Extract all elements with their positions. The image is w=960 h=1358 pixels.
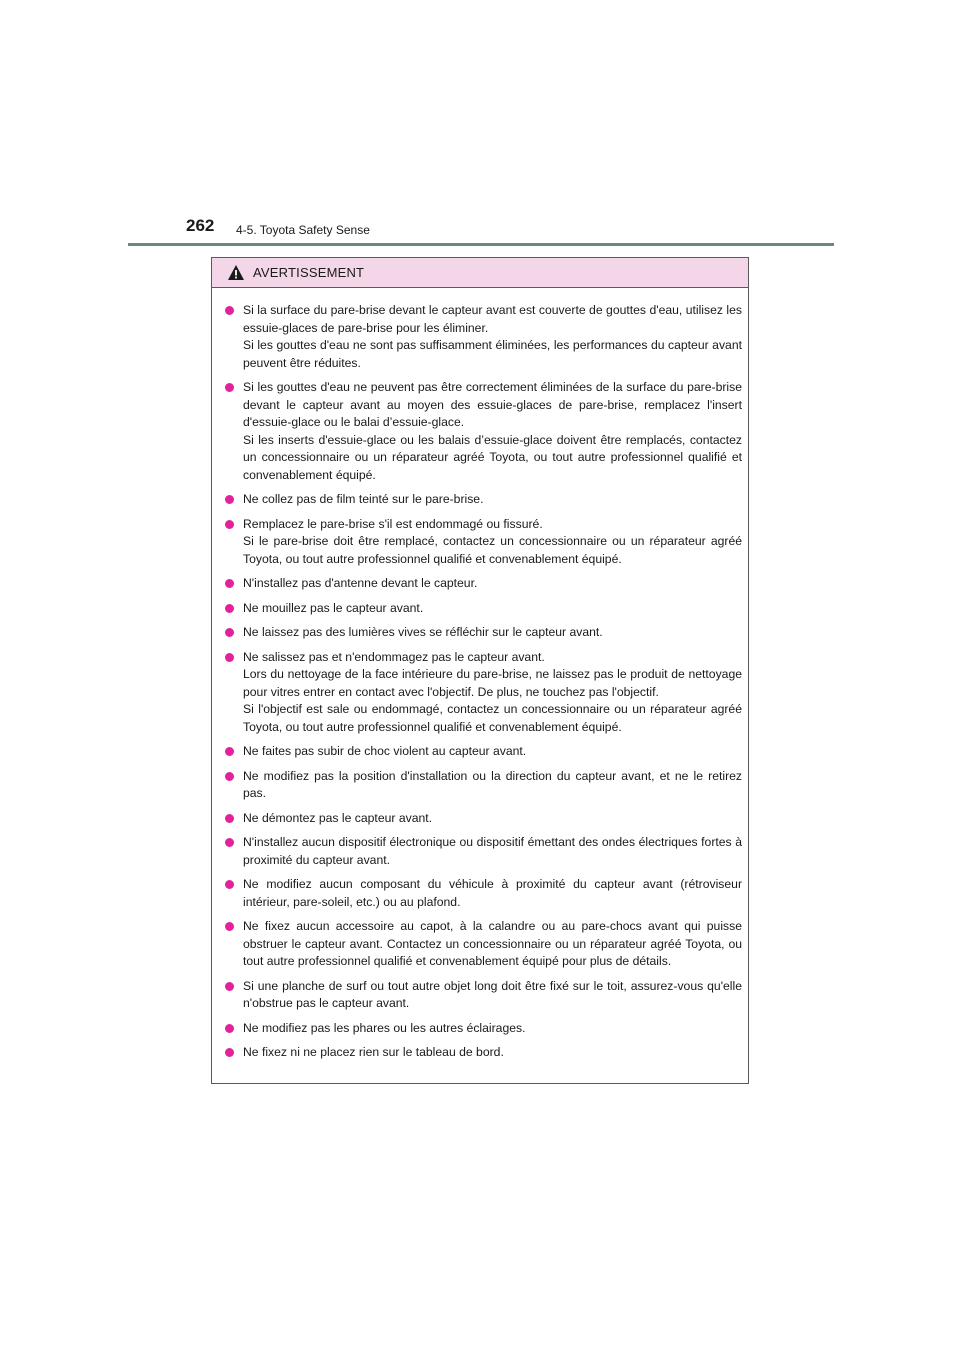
warning-item <box>225 978 742 1013</box>
warning-item-line: Ne modifiez pas les phares ou les autres éclairages. <box>243 1020 526 1035</box>
warning-item-line: Si une planche de surf ou tout autre objet long doit être fixé sur le toit, assurez-vous qu'elle n'obstrue pas le capteur avant. <box>243 978 742 1010</box>
warning-item-text <box>243 491 742 509</box>
warning-item-line: Ne fixez ni ne placez rien sur le tableau de bord. <box>243 1045 504 1059</box>
warning-item-line: Si le pare-brise doit être remplacé, contactez un concessionnaire ou un réparateur agréé Toyota, ou tout autre professionnel qualifié et convenablement équipé. <box>243 534 742 566</box>
warning-item-text <box>243 1044 742 1062</box>
bullet-icon <box>225 579 234 588</box>
bullet-icon <box>225 880 234 889</box>
warning-item-line: Remplacez le pare-brise s'il est endommagé ou fissuré. <box>243 516 543 531</box>
bullet-icon <box>225 306 234 315</box>
warning-item-line: N'installez pas d'antenne devant le capteur. <box>243 576 478 590</box>
warning-item <box>225 1044 742 1062</box>
warning-item-text <box>243 302 742 372</box>
warning-item-text <box>243 575 742 593</box>
warning-item <box>225 834 742 869</box>
warning-item-line: Ne modifiez pas la position d'installation ou la direction du capteur avant, et ne le retirez pas. <box>243 768 742 800</box>
warning-item <box>225 810 742 828</box>
warning-item-text <box>243 624 742 642</box>
bullet-icon <box>225 653 234 662</box>
warning-item-line: Ne collez pas de film teinté sur le pare-brise. <box>243 492 484 506</box>
warning-item-line: Lors du nettoyage de la face intérieure du pare-brise, ne laissez pas le produit de nettoyage pour vitres entrer en contact avec l'objectif. De plus, ne touchez pas l'objectif. <box>243 667 742 699</box>
bullet-icon <box>225 1048 234 1057</box>
warning-item-line: Ne salissez pas et n'endommagez pas le capteur avant. <box>243 649 545 664</box>
warning-item-text <box>243 600 742 618</box>
warning-item-text <box>243 516 742 569</box>
warning-item-text <box>243 768 742 803</box>
warning-item <box>225 516 742 569</box>
warning-item-text <box>243 810 742 828</box>
warning-item <box>225 379 742 484</box>
warning-item-text <box>243 834 742 869</box>
warning-item <box>225 302 742 372</box>
warning-item <box>225 918 742 971</box>
warning-box <box>211 257 749 1084</box>
warning-item-text <box>243 649 742 737</box>
bullet-icon <box>225 747 234 756</box>
bullet-icon <box>225 772 234 781</box>
warning-item <box>225 743 742 761</box>
warning-item-text <box>243 978 742 1013</box>
bullet-icon <box>225 982 234 991</box>
warning-triangle-icon <box>227 264 245 281</box>
bullet-icon <box>225 814 234 823</box>
warning-item <box>225 600 742 618</box>
warning-item-line: Ne fixez aucun accessoire au capot, à la calandre ou au pare-chocs avant qui puisse obstruer le capteur avant. Contactez un concessionnaire ou un réparateur agréé Toyota, ou tout autre professionnel qualifié et convenablement équipé pour plus de détails. <box>243 919 742 968</box>
bullet-icon <box>225 838 234 847</box>
warning-item <box>225 876 742 911</box>
warning-item-line: Si l'objectif est sale ou endommagé, contactez un concessionnaire ou un réparateur agréé Toyota, ou tout autre professionnel qualifié et convenablement équipé. <box>243 702 742 734</box>
warning-item-line: Ne laissez pas des lumières vives se réfléchir sur le capteur avant. <box>243 625 603 639</box>
bullet-icon <box>225 1024 234 1033</box>
warning-item-text <box>243 918 742 971</box>
bullet-icon <box>225 604 234 613</box>
warning-item <box>225 649 742 737</box>
bullet-icon <box>225 383 234 392</box>
section-title: 4-5. Toyota Safety Sense <box>236 223 370 237</box>
bullet-icon <box>225 520 234 529</box>
warning-item-line: Si les gouttes d'eau ne sont pas suffisamment éliminées, les performances du capteur avant peuvent être réduites. <box>243 338 742 370</box>
warning-item-line: Si la surface du pare-brise devant le capteur avant est couverte de gouttes d'eau, utilisez les essuie-glaces de pare-brise pour les éliminer. <box>243 303 742 335</box>
warning-item <box>225 624 742 642</box>
warning-item-line: Si les inserts d'essuie-glace ou les balais d’essuie-glace doivent être remplacés, contactez un concessionnaire ou un réparateur agréé Toyota, ou tout autre professionnel qualifié et convenablement équipé. <box>243 432 742 482</box>
warning-title: AVERTISSEMENT <box>253 265 365 280</box>
warning-item-line: Ne mouillez pas le capteur avant. <box>243 600 424 615</box>
warning-item-line: Ne démontez pas le capteur avant. <box>243 810 433 825</box>
warning-item-text <box>243 743 742 761</box>
warning-list <box>212 288 748 1062</box>
bullet-icon <box>225 922 234 931</box>
warning-item-line: Si les gouttes d'eau ne peuvent pas être correctement éliminées de la surface du pare-brise devant le capteur avant au moyen des essuie-glaces de pare-brise, remplacez l'insert d'essuie-glace ou le balai d’essuie-glace. <box>243 380 742 429</box>
warning-item <box>225 575 742 593</box>
header-divider <box>128 243 834 246</box>
bullet-icon <box>225 628 234 637</box>
warning-item <box>225 491 742 509</box>
warning-item-line: Ne faites pas subir de choc violent au capteur avant. <box>243 744 527 758</box>
warning-item-text <box>243 876 742 911</box>
warning-item-line: N'installez aucun dispositif électronique ou dispositif émettant des ondes électriques fortes à proximité du capteur avant. <box>243 835 742 867</box>
page-number: 262 <box>186 216 215 235</box>
warning-item-text <box>243 379 742 484</box>
warning-item <box>225 768 742 803</box>
bullet-icon <box>225 495 234 504</box>
warning-item-text <box>243 1020 742 1038</box>
warning-header <box>212 258 748 288</box>
warning-item-line: Ne modifiez aucun composant du véhicule à proximité du capteur avant (rétroviseur intérieur, pare-soleil, etc.) ou au plafond. <box>243 877 742 909</box>
warning-item <box>225 1020 742 1038</box>
